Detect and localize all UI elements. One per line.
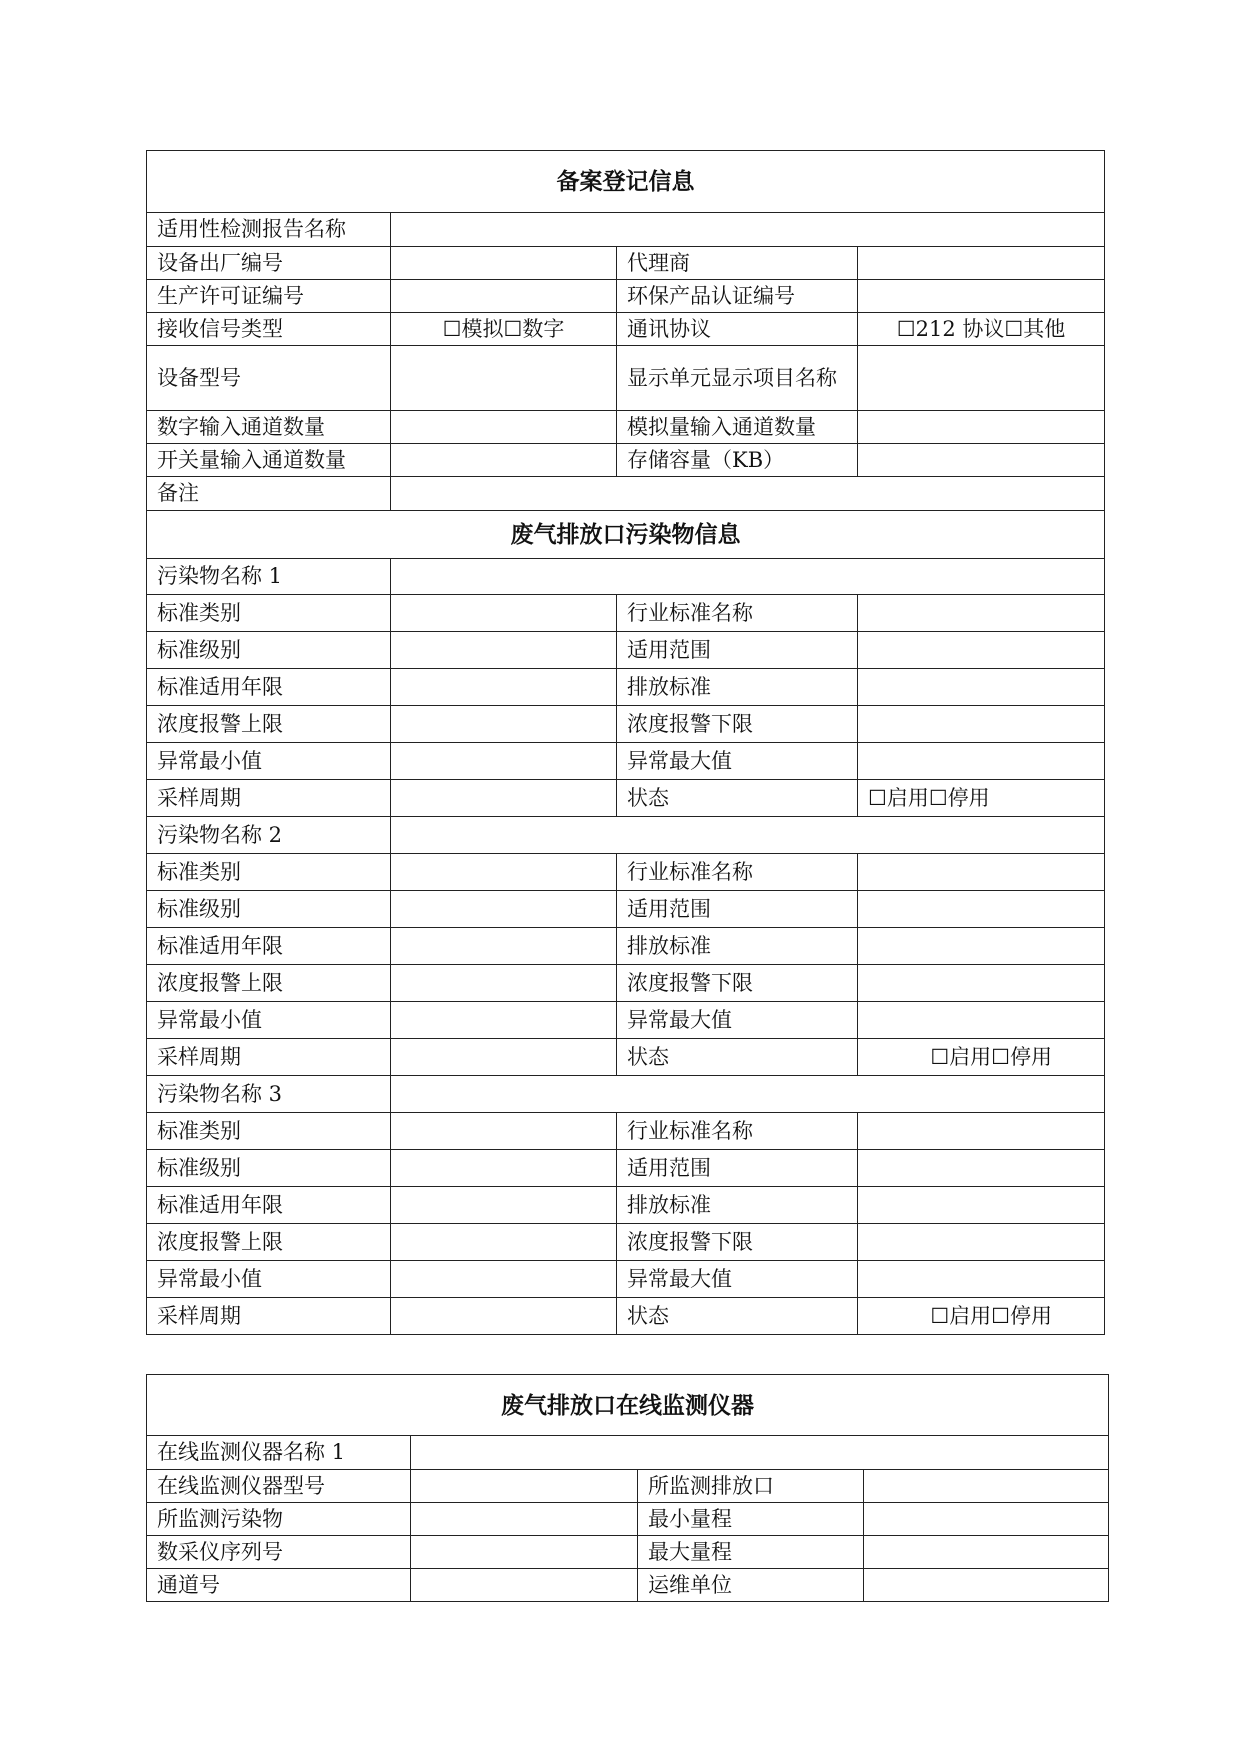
alarm-upper-field[interactable] [391,1224,617,1261]
max-range-label: 最大量程 [638,1536,864,1569]
std-years-field[interactable] [391,669,617,706]
std-type-field[interactable] [391,1113,617,1150]
scope-field[interactable] [858,632,1105,669]
industry-std-label: 行业标准名称 [617,1113,858,1150]
alarm-lower-label: 浓度报警下限 [617,1224,858,1261]
std-level-label: 标准级别 [147,632,391,669]
storage-label: 存储容量（KB） [617,444,858,477]
std-years-label: 标准适用年限 [147,928,391,965]
remarks-label: 备注 [147,477,391,511]
signal-label: 接收信号类型 [147,313,391,346]
alarm-lower-field[interactable] [858,1224,1105,1261]
maintenance-label: 运维单位 [638,1569,864,1602]
channel-label: 通道号 [147,1569,411,1602]
acquisition-serial-field[interactable] [411,1536,638,1569]
status-options[interactable]: ☐启用☐停用 [858,780,1105,817]
std-years-field[interactable] [391,1187,617,1224]
agent-field[interactable] [858,247,1105,280]
industry-std-label: 行业标准名称 [617,595,858,632]
std-years-label: 标准适用年限 [147,1187,391,1224]
maintenance-field[interactable] [864,1569,1109,1602]
emission-std-field[interactable] [858,928,1105,965]
std-type-field[interactable] [391,854,617,891]
protocol-options[interactable]: ☐212 协议☐其他 [858,313,1105,346]
eco-cert-field[interactable] [858,280,1105,313]
registration-pollutant-table [146,150,1105,1335]
report-name-field[interactable] [391,213,1105,247]
abnormal-max-field[interactable] [858,1002,1105,1039]
monitored-pollutant-field[interactable] [411,1503,638,1536]
pollutant-section-title: 废气排放口污染物信息 [147,511,1105,559]
std-level-label: 标准级别 [147,1150,391,1187]
switch-channels-label: 开关量输入通道数量 [147,444,391,477]
scope-label: 适用范围 [617,891,858,928]
abnormal-min-field[interactable] [391,1002,617,1039]
channel-field[interactable] [411,1569,638,1602]
alarm-lower-field[interactable] [858,965,1105,1002]
scope-field[interactable] [858,1150,1105,1187]
pollutant-name-field[interactable] [391,559,1105,595]
switch-channels-field[interactable] [391,444,617,477]
status-label: 状态 [617,1039,858,1076]
abnormal-min-field[interactable] [391,1261,617,1298]
std-type-label: 标准类别 [147,1113,391,1150]
max-range-field[interactable] [864,1536,1109,1569]
abnormal-min-label: 异常最小值 [147,1261,391,1298]
sampling-period-field[interactable] [391,1039,617,1076]
model-label: 设备型号 [147,346,391,411]
pollutant-name-label: 污染物名称 2 [147,817,391,854]
license-label: 生产许可证编号 [147,280,391,313]
analog-channels-field[interactable] [858,411,1105,444]
scope-field[interactable] [858,891,1105,928]
alarm-upper-label: 浓度报警上限 [147,965,391,1002]
instrument-model-field[interactable] [411,1470,638,1503]
instrument-name-field[interactable] [411,1436,1109,1470]
std-type-field[interactable] [391,595,617,632]
alarm-upper-label: 浓度报警上限 [147,706,391,743]
emission-std-label: 排放标准 [617,928,858,965]
sampling-period-label: 采样周期 [147,780,391,817]
std-level-field[interactable] [391,891,617,928]
alarm-lower-label: 浓度报警下限 [617,965,858,1002]
agent-label: 代理商 [617,247,858,280]
abnormal-min-label: 异常最小值 [147,1002,391,1039]
model-field[interactable] [391,346,617,411]
instrument-model-label: 在线监测仪器型号 [147,1470,411,1503]
abnormal-max-label: 异常最大值 [617,743,858,780]
alarm-upper-label: 浓度报警上限 [147,1224,391,1261]
std-type-label: 标准类别 [147,595,391,632]
sampling-period-label: 采样周期 [147,1039,391,1076]
std-level-field[interactable] [391,1150,617,1187]
industry-std-label: 行业标准名称 [617,854,858,891]
pollutant-name-field[interactable] [391,817,1105,854]
analog-channels-label: 模拟量输入通道数量 [617,411,858,444]
std-level-field[interactable] [391,632,617,669]
sampling-period-field[interactable] [391,780,617,817]
storage-field[interactable] [858,444,1105,477]
alarm-upper-field[interactable] [391,965,617,1002]
alarm-upper-field[interactable] [391,706,617,743]
abnormal-max-field[interactable] [858,1261,1105,1298]
pollutant-name-field[interactable] [391,1076,1105,1113]
pollutant-name-label: 污染物名称 3 [147,1076,391,1113]
abnormal-max-field[interactable] [858,743,1105,780]
min-range-field[interactable] [864,1503,1109,1536]
serial-label: 设备出厂编号 [147,247,391,280]
alarm-lower-label: 浓度报警下限 [617,706,858,743]
std-level-label: 标准级别 [147,891,391,928]
std-years-field[interactable] [391,928,617,965]
display-field[interactable] [858,346,1105,411]
report-name-label: 适用性检测报告名称 [147,213,391,247]
outlet-label: 所监测排放口 [638,1470,864,1503]
status-options[interactable]: ☐启用☐停用 [858,1298,1105,1335]
outlet-field[interactable] [864,1470,1109,1503]
emission-std-field[interactable] [858,1187,1105,1224]
emission-std-label: 排放标准 [617,1187,858,1224]
status-label: 状态 [617,1298,858,1335]
min-range-label: 最小量程 [638,1503,864,1536]
abnormal-min-label: 异常最小值 [147,743,391,780]
license-field[interactable] [391,280,617,313]
abnormal-max-label: 异常最大值 [617,1261,858,1298]
std-type-label: 标准类别 [147,854,391,891]
instrument-name-label: 在线监测仪器名称 1 [147,1436,411,1470]
scope-label: 适用范围 [617,1150,858,1187]
serial-field[interactable] [391,247,617,280]
acquisition-serial-label: 数采仪序列号 [147,1536,411,1569]
digital-channels-field[interactable] [391,411,617,444]
registration-title: 备案登记信息 [147,151,1105,213]
display-label: 显示单元显示项目名称 [617,346,858,411]
digital-channels-label: 数字输入通道数量 [147,411,391,444]
alarm-lower-field[interactable] [858,706,1105,743]
sampling-period-field[interactable] [391,1298,617,1335]
abnormal-min-field[interactable] [391,743,617,780]
abnormal-max-label: 异常最大值 [617,1002,858,1039]
protocol-label: 通讯协议 [617,313,858,346]
status-label: 状态 [617,780,858,817]
industry-std-field[interactable] [858,1113,1105,1150]
pollutant-name-label: 污染物名称 1 [147,559,391,595]
monitored-pollutant-label: 所监测污染物 [147,1503,411,1536]
emission-std-label: 排放标准 [617,669,858,706]
remarks-field[interactable] [391,477,1105,511]
sampling-period-label: 采样周期 [147,1298,391,1335]
status-options[interactable]: ☐启用☐停用 [858,1039,1105,1076]
instrument-title: 废气排放口在线监测仪器 [147,1375,1109,1436]
signal-options[interactable]: ☐模拟☐数字 [391,313,617,346]
instrument-table [146,1374,1109,1602]
industry-std-field[interactable] [858,595,1105,632]
industry-std-field[interactable] [858,854,1105,891]
emission-std-field[interactable] [858,669,1105,706]
std-years-label: 标准适用年限 [147,669,391,706]
scope-label: 适用范围 [617,632,858,669]
eco-cert-label: 环保产品认证编号 [617,280,858,313]
